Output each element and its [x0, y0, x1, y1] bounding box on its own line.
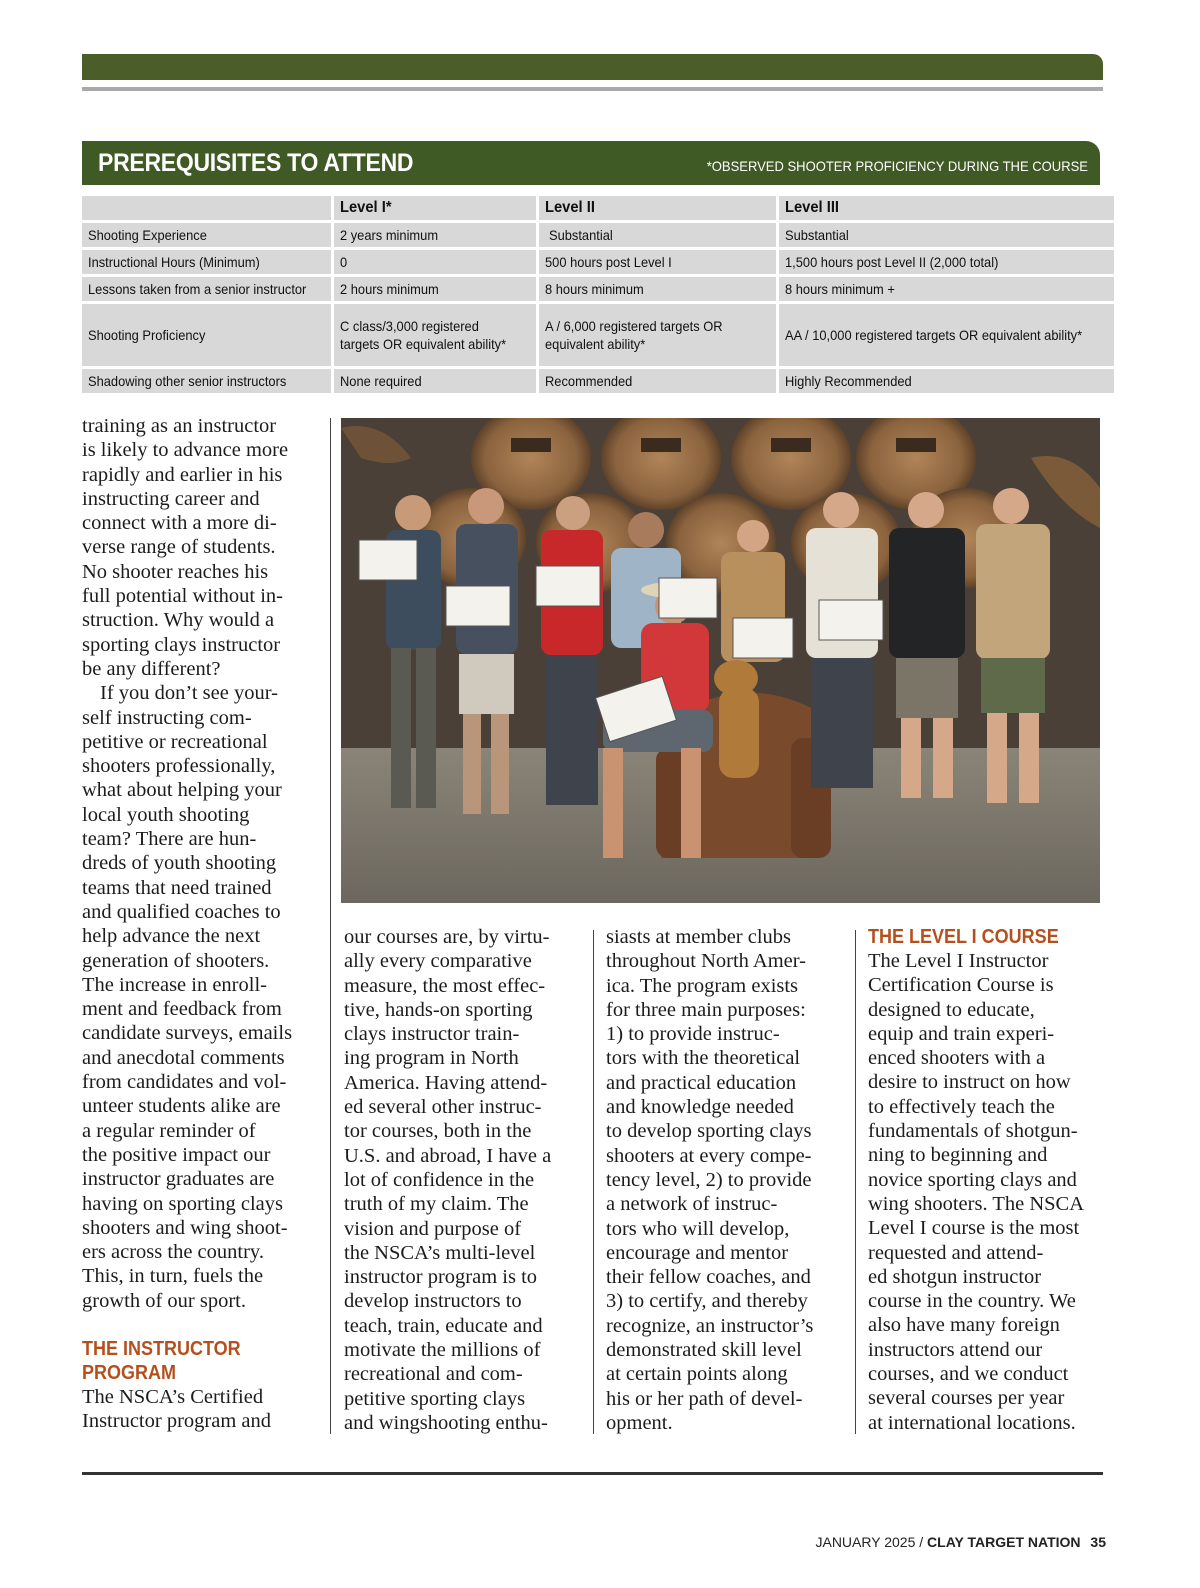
text-line: truth of my claim. The [344, 1193, 529, 1216]
row-label: Shooting Experience [82, 223, 331, 247]
text-line: verse range of students. [82, 536, 276, 559]
cell-level-1: 2 years minimum [334, 223, 536, 247]
text-line: clays instructor train- [344, 1023, 520, 1046]
table-row [82, 304, 1114, 366]
text-line: connect with a more di- [82, 512, 277, 535]
prerequisites-table [79, 193, 1117, 396]
text-line: The NSCA’s Certified [82, 1385, 264, 1408]
prerequisites-title: PREREQUISITES TO ATTEND [98, 148, 414, 177]
column-divider [330, 418, 331, 1434]
text-line: help advance the next [82, 925, 261, 948]
text-line: and wingshooting enthu- [344, 1411, 548, 1434]
text-line: the positive impact our [82, 1143, 271, 1166]
row-label: Lessons taken from a senior instructor [82, 277, 331, 301]
text-line: This, in turn, fuels the [82, 1265, 264, 1288]
column-divider [855, 930, 856, 1434]
text-line: U.S. and abroad, I have a [344, 1144, 552, 1167]
text-line: training as an instructor [82, 415, 277, 437]
cell-level-1: 0 [334, 250, 536, 274]
cell-level-3: 1,500 hours post Level II (2,000 total) [779, 250, 1114, 274]
text-line: ing program in North [344, 1047, 519, 1070]
text-line: throughout North Amer- [606, 950, 807, 973]
text-line: equip and train experi- [868, 1022, 1055, 1045]
text-line: our courses are, by virtu- [344, 926, 550, 948]
table-header-row [82, 196, 1114, 220]
text-line: desire to instruct on how [868, 1071, 1071, 1094]
text-line: what about helping your [82, 779, 282, 802]
article-column-1 [82, 414, 318, 1434]
text-line: America. Having attend- [344, 1071, 548, 1094]
text-line: opment. [606, 1411, 673, 1434]
bottom-rule [82, 1472, 1103, 1475]
cell-level-2: A / 6,000 registered targets OR equivalent ability* [539, 304, 776, 366]
text-line: If you don’t see your- [100, 682, 278, 705]
text-line: is likely to advance more [82, 439, 289, 462]
text-line: also have many foreign [868, 1314, 1060, 1337]
text-line: ers across the country. [82, 1241, 264, 1264]
text-line: vision and purpose of [344, 1217, 522, 1240]
table-row [82, 223, 1114, 247]
text-line: courses, and we conduct [868, 1363, 1069, 1386]
text-line: shooters and wing shoot- [82, 1216, 288, 1239]
cell-level-2: Recommended [539, 369, 776, 393]
text-line: 3) to certify, and thereby [606, 1290, 808, 1313]
text-line: teams that need trained [82, 876, 272, 899]
text-line: petitive sporting clays [344, 1387, 526, 1410]
table-header-level-3: Level III [779, 196, 1114, 220]
article-column-3 [606, 925, 846, 1435]
text-line: No shooter reaches his [82, 560, 269, 583]
top-rule [82, 87, 1103, 91]
text-line: and practical education [606, 1071, 797, 1094]
heading-level-1-course: THE LEVEL I COURSE [868, 926, 1059, 948]
text-line: shooters professionally, [82, 755, 276, 778]
text-line: for three main purposes: [606, 998, 806, 1021]
text-line: and anecdotal comments [82, 1046, 285, 1069]
text-line: full potential without in- [82, 585, 283, 608]
table-row [82, 369, 1114, 393]
cell-level-2: Substantial [539, 223, 776, 247]
text-line: The Level I Instructor [868, 950, 1049, 972]
text-line: ed shotgun instructor [868, 1265, 1042, 1288]
text-line: Certification Course is [868, 974, 1054, 997]
text-line: his or her path of devel- [606, 1387, 803, 1410]
text-line: unteer students alike are [82, 1095, 281, 1118]
text-line: to effectively teach the [868, 1095, 1055, 1118]
text-line: ment and feedback from [82, 998, 282, 1021]
article-column-4 [868, 925, 1104, 1435]
text-line: course in the country. We [868, 1290, 1076, 1313]
text-line: candidate surveys, emails [82, 1022, 293, 1045]
text-line: tive, hands-on sporting [344, 998, 533, 1021]
text-line: a regular reminder of [82, 1119, 256, 1142]
cell-level-2: 8 hours minimum [539, 277, 776, 301]
row-label: Shadowing other senior instructors [82, 369, 331, 393]
text-line: 1) to provide instruc- [606, 1023, 780, 1046]
heading-instructor-program: THE INSTRUCTOR PROGRAM [82, 1337, 241, 1384]
text-line: several courses per year [868, 1387, 1065, 1410]
cell-level-1: None required [334, 369, 536, 393]
text-line: struction. Why would a [82, 609, 275, 632]
text-line: instructor program is to [344, 1266, 538, 1289]
text-line: requested and attend- [868, 1241, 1044, 1264]
text-line: and knowledge needed [606, 1096, 794, 1119]
text-line: rapidly and earlier in his [82, 463, 283, 486]
text-line: enced shooters with a [868, 1047, 1046, 1070]
text-line: having on sporting clays [82, 1192, 283, 1215]
page-footer [815, 1534, 1106, 1550]
text-line: shooters at every compe- [606, 1144, 812, 1167]
text-line: from candidates and vol- [82, 1071, 287, 1094]
text-line: local youth shooting [82, 803, 250, 826]
cell-level-1: 2 hours minimum [334, 277, 536, 301]
prerequisites-note: *OBSERVED SHOOTER PROFICIENCY DURING THE COURSE [706, 158, 1088, 174]
text-line: develop instructors to [344, 1290, 522, 1313]
text-line: tors with the theoretical [606, 1047, 801, 1070]
text-line: instructors attend our [868, 1338, 1043, 1361]
footer-date: JANUARY 2025 / [815, 1534, 924, 1550]
text-line: the NSCA’s multi-level [344, 1241, 536, 1264]
text-line: tency level, 2) to provide [606, 1168, 812, 1191]
text-line: lot of confidence in the [344, 1168, 535, 1191]
text-line: dreds of youth shooting [82, 852, 277, 875]
article-column-2 [344, 925, 584, 1435]
text-line: at certain points along [606, 1363, 788, 1386]
text-line: growth of our sport. [82, 1289, 246, 1312]
row-label: Shooting Proficiency [82, 304, 331, 366]
text-line: tor courses, both in the [344, 1120, 532, 1143]
text-line: generation of shooters. [82, 949, 270, 972]
text-line: designed to educate, [868, 998, 1035, 1021]
column-divider [593, 930, 594, 1434]
text-line: a network of instruc- [606, 1193, 778, 1216]
text-line: ally every comparative [344, 950, 532, 973]
text-line: ning to beginning and [868, 1144, 1048, 1167]
text-line: ed several other instruc- [344, 1096, 542, 1119]
text-line: Level I course is the most [868, 1217, 1080, 1240]
table-header-level-1: Level I* [334, 196, 536, 220]
text-line: demonstrated skill level [606, 1339, 802, 1362]
text-line: at international locations. [868, 1411, 1076, 1434]
text-line: siasts at member clubs [606, 926, 792, 948]
table-header-level-2: Level II [539, 196, 776, 220]
page-number: 35 [1090, 1534, 1106, 1550]
cell-level-3: AA / 10,000 registered targets OR equivalent ability* [779, 304, 1114, 366]
text-line: instructing career and [82, 487, 260, 510]
text-line: motivate the millions of [344, 1339, 541, 1362]
text-line: recognize, an instructor’s [606, 1314, 814, 1337]
text-line: to develop sporting clays [606, 1120, 812, 1143]
cell-level-1: C class/3,000 registered targets OR equivalent ability* [334, 304, 536, 366]
cell-level-3: 8 hours minimum + [779, 277, 1114, 301]
text-line: recreational and com- [344, 1363, 523, 1386]
text-line: petitive or recreational [82, 730, 268, 753]
cell-level-2: 500 hours post Level I [539, 250, 776, 274]
text-line: teach, train, educate and [344, 1314, 543, 1337]
text-line: wing shooters. The NSCA [868, 1192, 1085, 1215]
text-line: fundamentals of shotgun- [868, 1120, 1078, 1143]
table-row [82, 250, 1114, 274]
table-row [82, 277, 1114, 301]
text-line: encourage and mentor [606, 1241, 789, 1264]
text-line: novice sporting clays and [868, 1168, 1077, 1191]
text-line: ica. The program exists [606, 974, 799, 997]
text-line: be any different? [82, 657, 221, 680]
text-line: instructor graduates are [82, 1168, 275, 1191]
text-line: self instructing com- [82, 706, 252, 729]
row-label: Instructional Hours (Minimum) [82, 250, 331, 274]
text-line: The increase in enroll- [82, 973, 267, 996]
text-line: measure, the most effec- [344, 974, 546, 997]
text-line: Instructor program and [82, 1410, 271, 1433]
group-photo [341, 418, 1100, 903]
text-line: team? There are hun- [82, 828, 257, 851]
cell-level-3: Substantial [779, 223, 1114, 247]
text-line: their fellow coaches, and [606, 1266, 811, 1289]
cell-level-3: Highly Recommended [779, 369, 1114, 393]
top-decorative-bar [82, 54, 1103, 80]
footer-magazine: CLAY TARGET NATION [927, 1534, 1081, 1550]
table-header-blank [82, 196, 331, 220]
text-line: sporting clays instructor [82, 633, 281, 656]
prerequisites-header [82, 141, 1100, 185]
text-line: and qualified coaches to [82, 900, 281, 923]
text-line: tors who will develop, [606, 1217, 790, 1240]
